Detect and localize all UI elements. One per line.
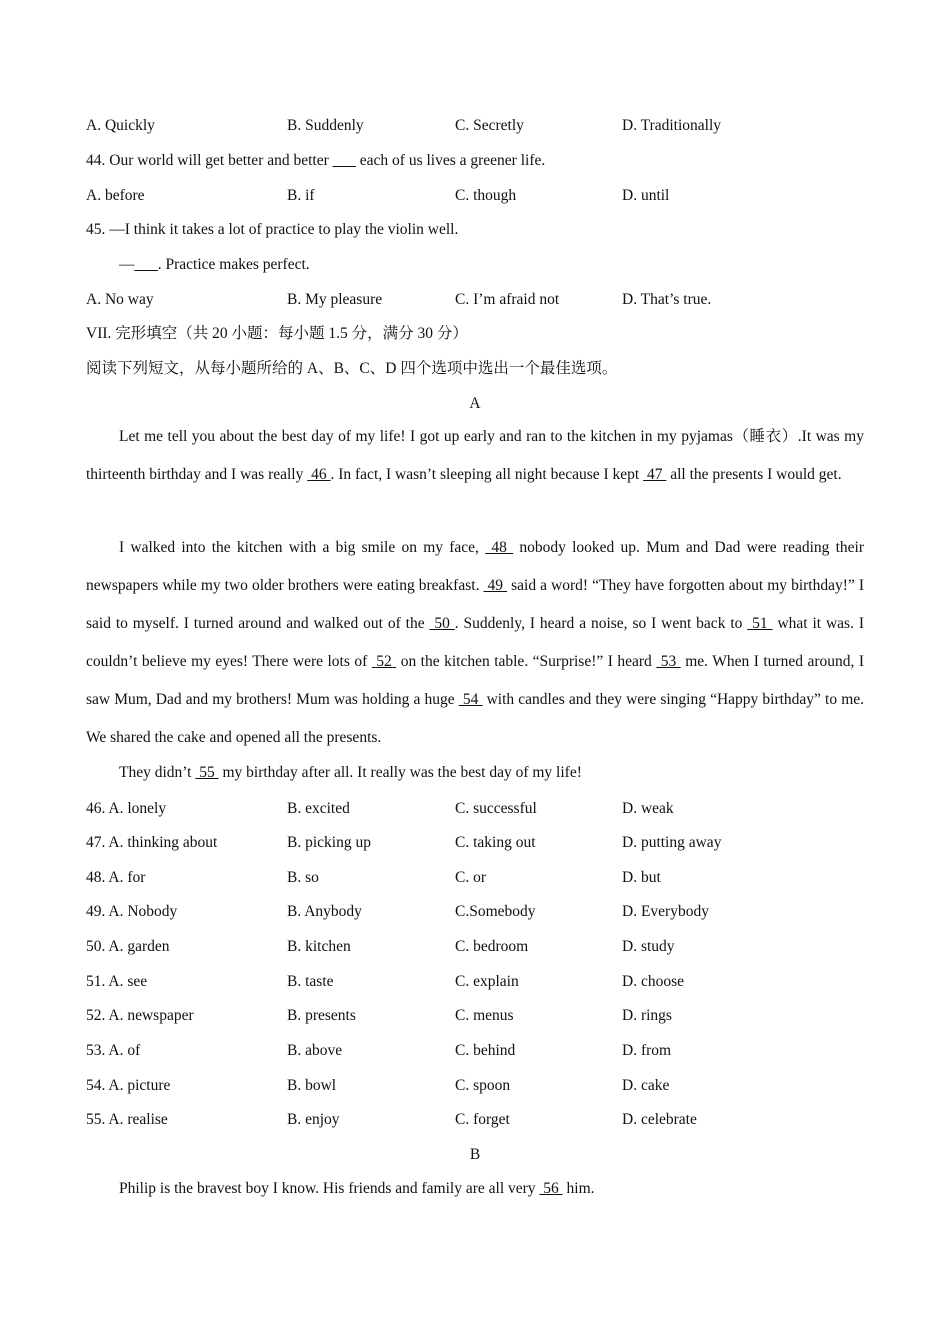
option-c: C. Secretly [455,117,524,134]
passage-text: . Suddenly, I heard a noise, so I went back to [454,615,748,632]
question-row [86,797,864,821]
question-option-a: 54. A. picture [86,1077,171,1094]
question-option-a: 51. A. see [86,973,148,990]
passage-text: Let me tell you about the best day of my life! I got up early and ran to the kitchen in my pyjamas（睡衣）.It was my thirteenth birthday and I was really [86,428,864,483]
option-row-45 [86,288,864,312]
option-a: A. No way [86,291,154,308]
question-row [86,1108,864,1132]
question-row [86,900,864,924]
passage-text: . In fact, I wasn’t sleeping all night because I kept [330,466,644,483]
question-option-c: C. spoon [455,1077,511,1094]
blank-46: 46 [307,466,331,483]
question-row [86,1074,864,1098]
question-option-b: B. taste [287,973,334,990]
question-option-a: 53. A. of [86,1042,141,1059]
blank-49: 49 [483,577,508,594]
question-option-a: 48. A. for [86,869,146,886]
question-44-text-1: 44. Our world will get better and better [86,152,333,169]
question-option-d: D. choose [622,973,684,990]
question-option-a: 47. A. thinking about [86,834,218,851]
question-option-c: C. behind [455,1042,516,1059]
question-option-c: C. or [455,869,486,886]
dash: — [119,256,135,273]
passage-text: on the kitchen table. “Surprise!” I heard [396,653,657,670]
question-row [86,970,864,994]
question-option-b: B. Anybody [287,903,362,920]
option-a: A. Quickly [86,117,155,134]
question-44-text-2: each of us lives a greener life. [355,152,546,169]
question-44-blank: ___ [332,152,356,169]
question-row [86,935,864,959]
blank-52: 52 [371,653,397,670]
question-option-c: C. explain [455,973,519,990]
option-row-44 [86,184,864,208]
question-option-b: B. bowl [287,1077,337,1094]
passage-text: They didn’t [119,764,196,781]
question-option-c: C. forget [455,1111,510,1128]
passage-b-paragraph-1 [119,1177,595,1201]
question-45-line-2 [119,253,310,277]
blank-51: 51 [747,615,773,632]
passage-text: Philip is the bravest boy I know. His friends and family are all very [119,1180,540,1197]
question-row [86,1004,864,1028]
option-b: B. if [287,187,315,204]
question-option-d: D. but [622,869,661,886]
passage-a-paragraph-3 [86,755,864,791]
passage-a-paragraph-1 [86,418,864,494]
question-option-b: B. above [287,1042,343,1059]
passage-text: all the presents I would get. [666,466,842,483]
passage-b-label: B [469,1146,481,1163]
option-c: C. I’m afraid not [455,291,560,308]
question-option-b: B. enjoy [287,1111,340,1128]
passage-text: with candles and they were singing “Happy birthday” to me. We shared the cake and opened all the presents. [86,691,865,746]
blank-47: 47 [643,466,667,483]
question-option-d: D. from [622,1042,672,1059]
passage-a-label: A [469,395,481,412]
passage-text: him. [562,1180,595,1197]
question-option-a: 55. A. realise [86,1111,168,1128]
blank-48: 48 [485,539,514,556]
section-instruction: 阅读下列短文，从每小题所给的 A、B、C、D 四个选项中选出一个最佳选项。 [86,360,618,377]
question-option-a: 50. A. garden [86,938,170,955]
question-option-c: C.Somebody [455,903,536,920]
question-row [86,1039,864,1063]
passage-text: my birthday after all. It really was the best day of my life! [218,764,582,781]
question-44 [86,149,545,173]
passage-text: I walked into the kitchen with a big smile on my face, [119,539,486,556]
question-option-c: C. successful [455,800,537,817]
question-option-b: B. excited [287,800,350,817]
option-d: D. That’s true. [622,291,712,308]
question-option-d: D. Everybody [622,903,709,920]
question-45-text: . Practice makes perfect. [157,256,310,273]
blank-53: 53 [656,653,681,670]
option-a: A. before [86,187,145,204]
question-option-d: D. rings [622,1007,672,1024]
question-option-a: 49. A. Nobody [86,903,178,920]
question-option-d: D. putting away [622,834,722,851]
question-option-a: 46. A. lonely [86,800,167,817]
question-option-c: C. taking out [455,834,536,851]
question-option-c: C. bedroom [455,938,529,955]
question-option-d: D. weak [622,800,674,817]
question-45-line-1: 45. —I think it takes a lot of practice to play the violin well. [86,221,459,238]
section-title: VII. 完形填空（共 20 小题：每小题 1.5 分，满分 30 分） [86,325,468,342]
question-45-blank: ___ [134,256,158,273]
option-row-43 [86,114,864,138]
question-option-b: B. picking up [287,834,371,851]
blank-50: 50 [429,615,455,632]
blank-56: 56 [539,1180,563,1197]
question-option-d: D. celebrate [622,1111,697,1128]
question-option-c: C. menus [455,1007,514,1024]
question-option-b: B. so [287,869,319,886]
option-c: C. though [455,187,517,204]
option-d: D. Traditionally [622,117,722,134]
option-b: B. Suddenly [287,117,364,134]
question-row [86,866,864,890]
question-option-d: D. cake [622,1077,670,1094]
option-d: D. until [622,187,670,204]
option-b: B. My pleasure [287,291,383,308]
passage-text: nobody looked up. Mum and Dad were reading their newspapers while my two older brothers were eating breakfast. [86,539,865,594]
question-option-d: D. study [622,938,675,955]
question-option-a: 52. A. newspaper [86,1007,194,1024]
passage-text: me. When I turned around, I saw Mum, Dad and my brothers! Mum was holding a huge [86,653,865,708]
question-option-b: B. kitchen [287,938,351,955]
passage-a-paragraph-2 [86,529,864,757]
passage-text: said a word! “They have forgotten about my birthday!” I said to myself. I turned around and walked out of the [86,577,864,632]
question-option-b: B. presents [287,1007,356,1024]
passage-text: what it was. I couldn’t believe my eyes! There were lots of [86,615,865,670]
blank-55: 55 [195,764,219,781]
blank-54: 54 [458,691,483,708]
question-row [86,831,864,855]
